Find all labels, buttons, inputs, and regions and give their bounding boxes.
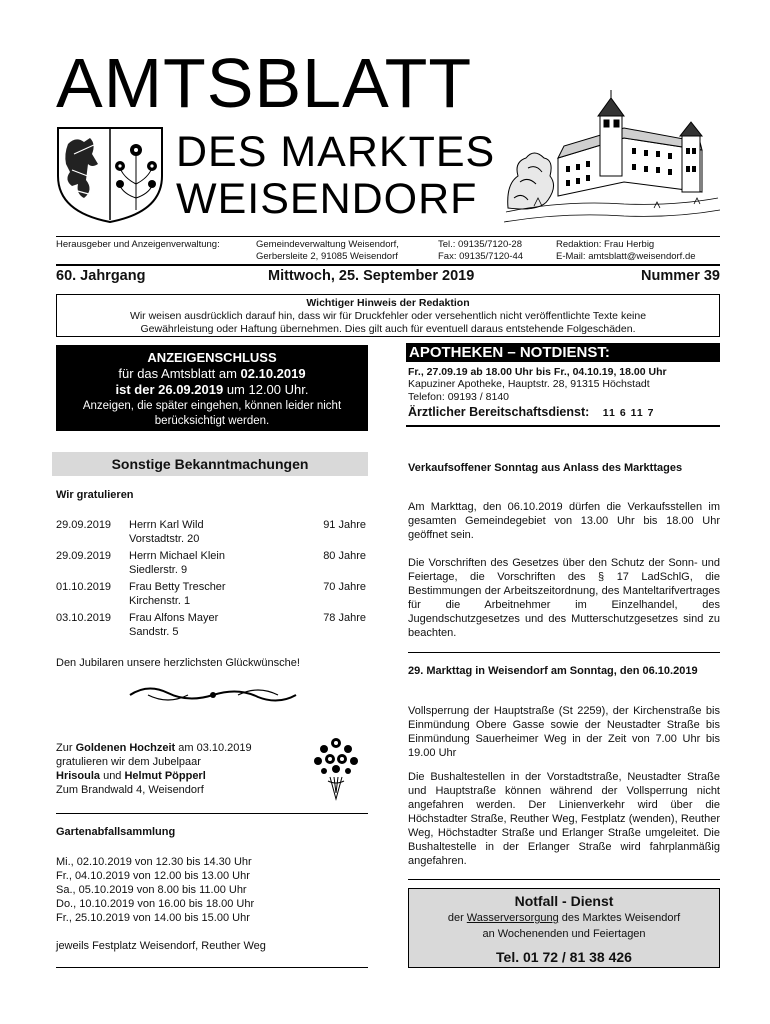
congrats-closing: Den Jubilaren unsere herzlichsten Glückwünsche! xyxy=(56,657,300,669)
market-day-heading: 29. Markttag in Weisendorf am Sonntag, den 06.10.2019 xyxy=(408,665,698,677)
masthead-subtitle-2: WEISENDORF xyxy=(176,175,478,223)
shopping-sunday-p1: Am Markttag, den 06.10.2019 dürfen die Verkaufsstellen im gesamten Gemeindegebiet von 13.00 Uhr bis 18.00 Uhr geöffnet sein. xyxy=(408,501,720,541)
info-bottom-rule xyxy=(56,264,720,266)
emergency-line-2: an Wochenenden und Feiertagen xyxy=(482,928,646,940)
shopping-sunday-p2: Die Vorschriften des Gesetzes über den Schutz der Sonn- und Feiertage, die Vorschriften des § 17 LadSchlG, die Bestimmungen der Arbeitszeitordnung, des Manteltarifvertrages für die Arbeitnehmer im Einzelhandel, des Jugendschutzgesetzes und des Mutterschutzgesetzes sind zu beachten. xyxy=(408,557,720,639)
issue-volume: 60. Jahrgang xyxy=(56,268,146,284)
divider-rule xyxy=(56,967,368,968)
publisher-address: Gerbersleite 2, 91085 Weisendorf xyxy=(256,251,398,262)
garden-date: Fr., 25.10.2019 von 14.00 bis 15.00 Uhr xyxy=(56,912,250,924)
publisher-info xyxy=(56,239,720,263)
garden-waste-heading: Gartenabfallsammlung xyxy=(56,826,176,838)
notice-line-1: Wir weisen ausdrücklich darauf hin, dass wir für Druckfehler oder versehentlich nicht veröffentlichte Texte keine xyxy=(129,310,647,322)
castle-illustration-icon xyxy=(504,88,720,228)
emergency-service-box xyxy=(408,888,720,968)
garden-date: Fr., 04.10.2019 von 12.00 bis 13.00 Uhr xyxy=(56,870,250,882)
notice-title: Wichtiger Hinweis der Redaktion xyxy=(306,297,470,309)
congrats-entry: 01.10.2019 Frau Betty Trescher Kirchenstr. 1 70 Jahre xyxy=(56,581,366,607)
pharmacy-phone: Telefon: 09193 / 8140 xyxy=(408,391,510,403)
deadline-note-1: Anzeigen, die später eingehen, können leider nicht xyxy=(82,400,342,412)
emergency-phone: Tel. 01 72 / 81 38 426 xyxy=(496,949,632,965)
ornament-divider-icon xyxy=(128,681,298,709)
divider-rule xyxy=(56,813,368,814)
golden-wedding-line-2: gratulieren wir dem Jubelpaar xyxy=(56,756,201,768)
doctor-service xyxy=(408,405,720,421)
doctor-service-label: Ärztlicher Bereitschaftsdienst: xyxy=(408,405,590,419)
congrats-entry: 29.09.2019 Herrn Michael Klein Siedlerstr. 9 80 Jahre xyxy=(56,550,366,576)
garden-date: Sa., 05.10.2019 von 8.00 bis 11.00 Uhr xyxy=(56,884,247,896)
publisher-name: Gemeindeverwaltung Weisendorf, xyxy=(256,239,399,250)
doctor-service-number: 11 6 11 7 xyxy=(602,407,655,419)
bouquet-icon xyxy=(308,733,364,803)
editor-name: Redaktion: Frau Herbig xyxy=(556,239,655,250)
masthead-title: AMTSBLATT xyxy=(56,44,473,122)
issue-info xyxy=(56,268,720,288)
email-link[interactable]: E-Mail: amtsblatt@weisendorf.de xyxy=(556,251,696,262)
garden-date: Do., 10.10.2019 von 16.00 bis 18.00 Uhr xyxy=(56,898,255,910)
golden-wedding-line-1: Zur Goldenen Hochzeit am 03.10.2019 xyxy=(56,742,252,754)
garden-date: Mi., 02.10.2019 von 12.30 bis 14.30 Uhr xyxy=(56,856,252,868)
info-top-rule xyxy=(56,236,720,237)
section-heading-announcements: Sonstige Bekanntmachungen xyxy=(52,452,368,476)
congrats-entry: 03.10.2019 Frau Alfons Mayer Sandstr. 5 78 Jahre xyxy=(56,612,366,638)
divider-rule xyxy=(408,652,720,653)
editor-notice xyxy=(56,294,720,337)
garden-location: jeweils Festplatz Weisendorf, Reuther Weg xyxy=(56,940,266,952)
emergency-title: Notfall - Dienst xyxy=(514,893,614,909)
issue-date: Mittwoch, 25. September 2019 xyxy=(268,268,475,284)
deadline-title: ANZEIGENSCHLUSS xyxy=(147,350,277,365)
emergency-line-1: der Wasserversorgung des Marktes Weisendorf xyxy=(447,912,681,924)
phone-number: Tel.: 09135/7120-28 xyxy=(438,239,522,250)
golden-wedding-couple: Hrisoula und Helmut Pöpperl xyxy=(56,770,206,782)
pharmacy-period: Fr., 27.09.19 ab 18.00 Uhr bis Fr., 04.10.19, 18.00 Uhr xyxy=(408,366,667,378)
congrats-heading: Wir gratulieren xyxy=(56,489,134,501)
ad-deadline-box xyxy=(56,345,368,431)
market-day-p2: Die Bushaltestellen in der Vorstadtstraße, Neustadter Straße und Hauptstraße können während der Vollsperrung nicht angefahren werden. Der Linienverkehr wird über die Höchstadter Straße, Reuther Weg, Festplatz (wenden), Reuther Weg, Höchstadter Straße und Erlanger Straße umgeleitet. Die Bushaltestelle in der Erlanger Straße wird fahrplanmäßig angefahren. xyxy=(408,771,720,867)
congrats-entry: 29.09.2019 Herrn Karl Wild Vorstadtstr. 20 91 Jahre xyxy=(56,519,366,545)
masthead-subtitle-1: DES MARKTES xyxy=(176,128,496,176)
divider-rule xyxy=(408,879,720,880)
fax-number: Fax: 09135/7120-44 xyxy=(438,251,524,262)
deadline-line-1: für das Amtsblatt am 02.10.2019 xyxy=(118,366,306,381)
market-day-p1: Vollsperrung der Hauptstraße (St 2259), der Kirchenstraße bis Einmündung Obere Gasse sowie der Neustadter Straße bis Einmündung Sauerheimer Weg in der Zeit von 7.00 Uhr bis 19.00 Uhr xyxy=(408,705,720,759)
deadline-note-2: berücksichtigt werden. xyxy=(154,415,270,427)
garden-dates-list xyxy=(56,855,254,925)
pharmacy-heading: APOTHEKEN – NOTDIENST: xyxy=(406,343,720,362)
pharmacy-rule xyxy=(406,425,720,427)
notice-line-2: Gewährleistung oder Haftung übernehmen. Dies gilt auch für eventuell daraus entstehende Folgeschäden. xyxy=(140,323,636,335)
issue-number: Nummer 39 xyxy=(641,268,720,284)
coat-of-arms-icon xyxy=(54,124,166,224)
golden-wedding-address: Zum Brandwald 4, Weisendorf xyxy=(56,784,204,796)
golden-wedding xyxy=(56,741,296,797)
publisher-label: Herausgeber und Anzeigenverwaltung: xyxy=(56,239,220,250)
deadline-line-2: ist der 26.09.2019 um 12.00 Uhr. xyxy=(115,382,309,397)
pharmacy-address: Kapuziner Apotheke, Hauptstr. 28, 91315 Höchstadt xyxy=(408,378,650,390)
shopping-sunday-heading: Verkaufsoffener Sonntag aus Anlass des Markttages xyxy=(408,462,683,474)
